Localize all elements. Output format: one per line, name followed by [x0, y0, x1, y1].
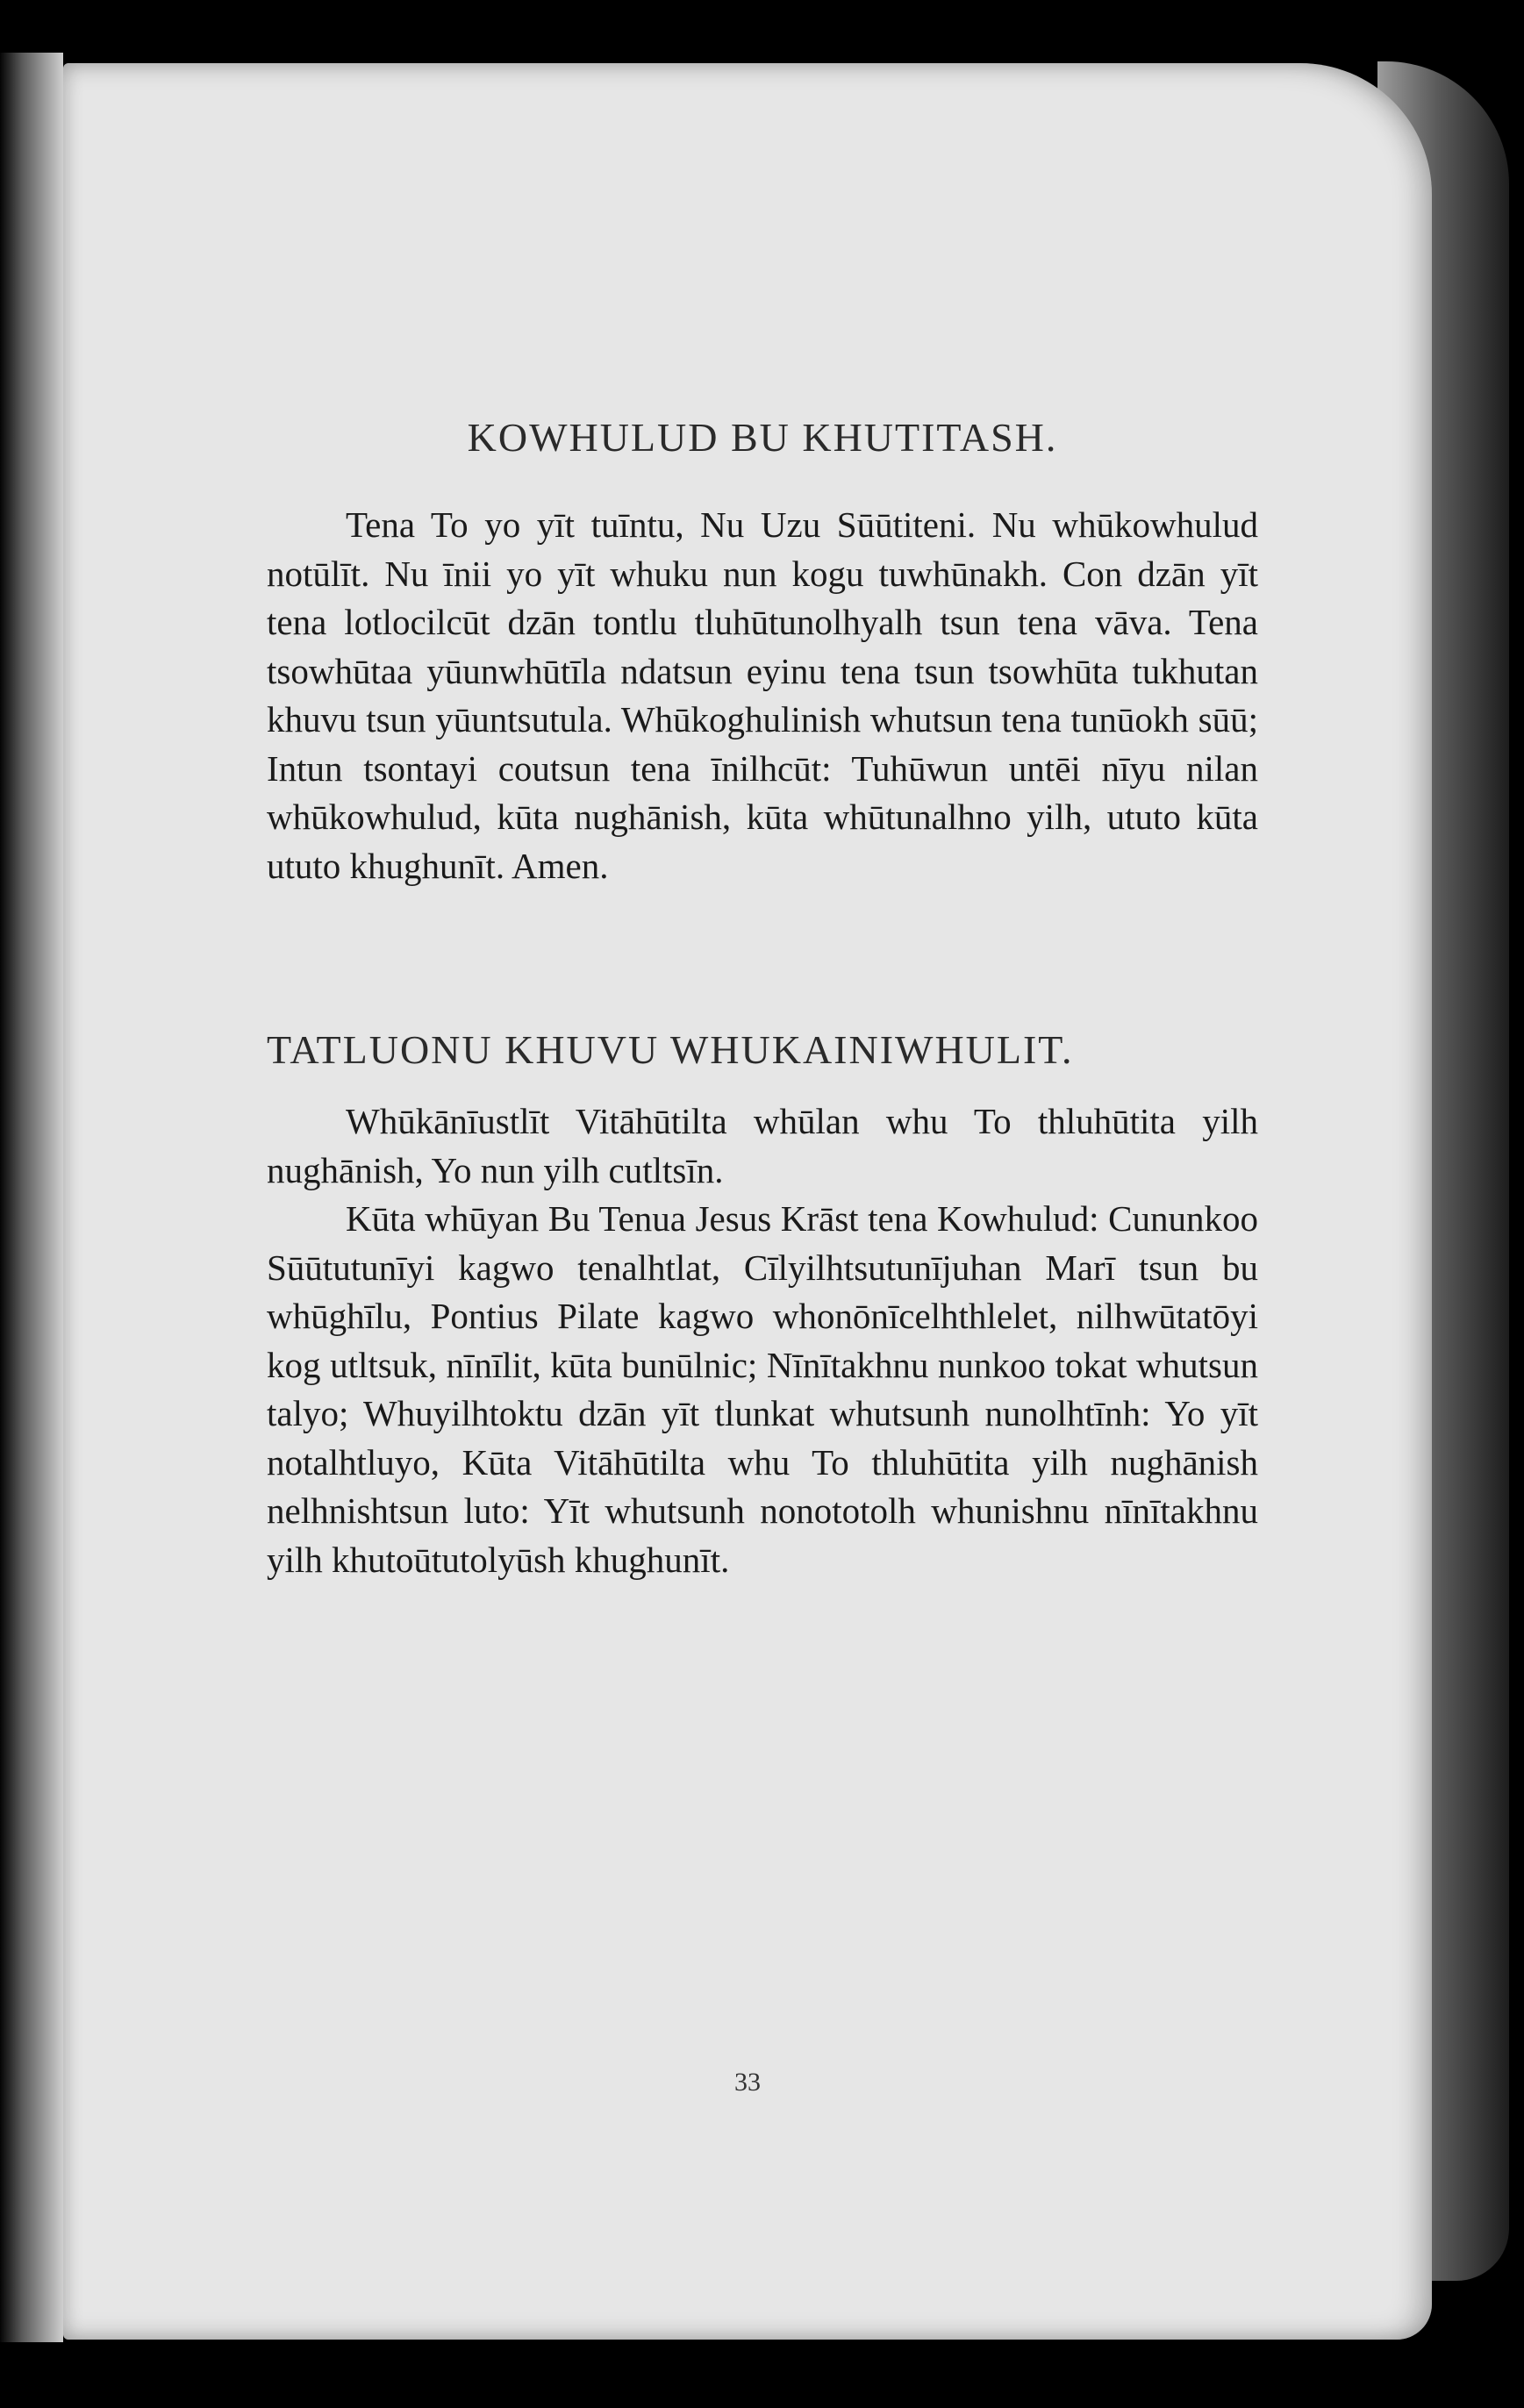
- book-page: [63, 63, 1432, 2340]
- adjacent-page-edge: [0, 53, 63, 2342]
- section-heading-creed: TATLUONU KHUVU WHUKAINIWHULIT.: [267, 1027, 1074, 1072]
- page-number: 33: [734, 2068, 761, 2097]
- section-body-2: [267, 1097, 1258, 1584]
- section-heading-creed-prayer: KOWHULUD BU KHUTITASH.: [467, 415, 1058, 460]
- paragraph: Tena To yo yīt tuīntu, Nu Uzu Sūūtiteni. Nu whūkowhulud notūlīt. Nu īnii yo yīt whuku nun kogu tuwhūnakh. Con dzān yīt tena lotlocilcūt dzān tontlu tluhūtunolhyalh tsun tena vāva. Tena tsowhūtaa yūunwhūtīla ndatsun eyinu tena tsun tsowhūta tukhutan khuvu tsun yūuntsutula. Whūkoghulinish whutsun tena tunūokh sūū; Intun tsontayi coutsun tena īnilhcūt: Tuhūwun untēi nīyu nilan whūkowhulud, kūta nughānish, kūta whūtunalhno yilh, ututo kūta ututo khughunīt. Amen.: [267, 504, 1258, 886]
- paragraph: Kūta whūyan Bu Tenua Jesus Krāst tena Kowhulud: Cununkoo Sūūtutunīyi kagwo tenalhtlat, Cīlyilhtsutunījuhan Marī tsun bu whūghīlu, Pontius Pilate kagwo whonōnīcelhthlelet, nilhwūtatōyi kog utltsuk, nīnīlit, kūta bunūlnic; Nīnītakhnu nunkoo tokat whutsun talyo; Whuyilhtoktu dzān yīt tlunkat whutsunh nunolhtīnh: Yo yīt notalhtluyo, Kūta Vitāhūtilta whu To thluhūtita yilh nughānish nelhnishtsun luto: Yīt whutsunh nonototolh whunishnu nīnītakhnu yilh khutoūtutolyūsh khughunīt.: [267, 1198, 1258, 1580]
- page-content: [267, 410, 1258, 1584]
- section-body-1: [267, 501, 1258, 890]
- paragraph: Whūkānīustlīt Vitāhūtilta whūlan whu To thluhūtita yilh nughānish, Yo nun yilh cutltsīn.: [267, 1101, 1258, 1190]
